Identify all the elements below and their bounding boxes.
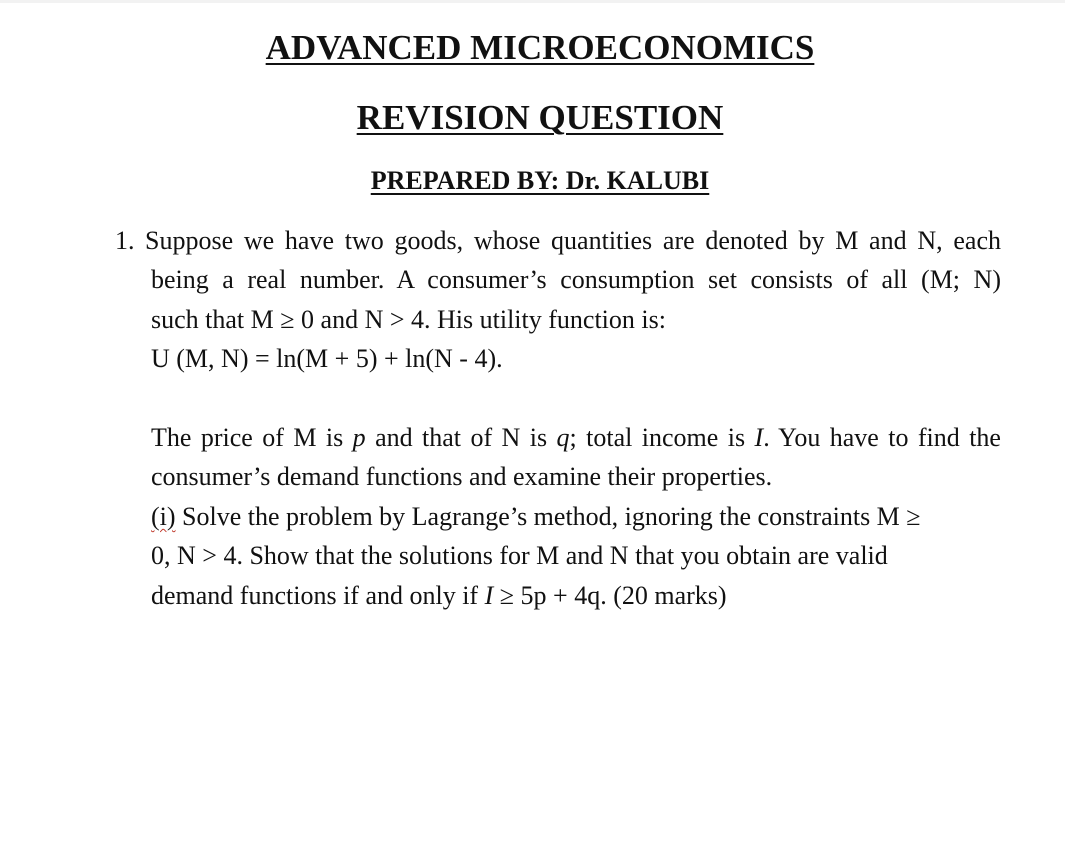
document-subtitle: REVISION QUESTION (356, 98, 724, 137)
income-symbol: I (754, 423, 764, 453)
question-line-1: Suppose we have two goods, whose quantities are denoted by M and N, each (145, 226, 1001, 255)
demand-functions-line: consumer’s demand functions and examine their properties. (151, 462, 773, 492)
document-title: ADVANCED MICROECONOMICS (265, 28, 815, 67)
price-p-symbol: p (352, 423, 366, 453)
price-text-2: and that of N is (365, 423, 557, 453)
prepared-by-line: PREPARED BY: Dr. KALUBI (370, 166, 710, 195)
question-line-2: being a real number. A consumer’s consumption set consists of all (M; N) (151, 265, 1001, 295)
price-q-symbol: q (556, 423, 570, 453)
top-border-strip (0, 0, 1065, 3)
question-line-3: such that M ≥ 0 and N > 4. His utility function is: (151, 304, 666, 334)
part-i-line-3 (151, 576, 1001, 615)
part-i-line-1 (151, 497, 1001, 536)
question-number: 1. (115, 226, 135, 255)
price-text-4: . You have to find the (763, 423, 1001, 453)
price-line (151, 418, 1001, 457)
part-i-label: (i) (151, 501, 176, 531)
part-i-text-3a: demand functions if and only if (151, 580, 485, 610)
question-paragraph-2 (151, 418, 1001, 615)
part-i-income-symbol: I (484, 580, 494, 610)
price-text-1: The price of M is (151, 423, 353, 453)
question-1 (115, 221, 1001, 615)
utility-function: U (M, N) = ln(M + 5) + ln(N - 4). (151, 344, 503, 374)
paragraph-spacer (151, 379, 1001, 418)
part-i-text-3b: ≥ 5p + 4q. (20 marks) (493, 580, 727, 610)
part-i-line-2: 0, N > 4. Show that the solutions for M and N that you obtain are valid (151, 541, 888, 571)
price-text-3: ; total income is (569, 423, 755, 453)
question-paragraph-1 (145, 221, 1001, 379)
part-i-text-1: Solve the problem by Lagrange’s method, ignoring the constraints M ≥ (175, 501, 921, 531)
